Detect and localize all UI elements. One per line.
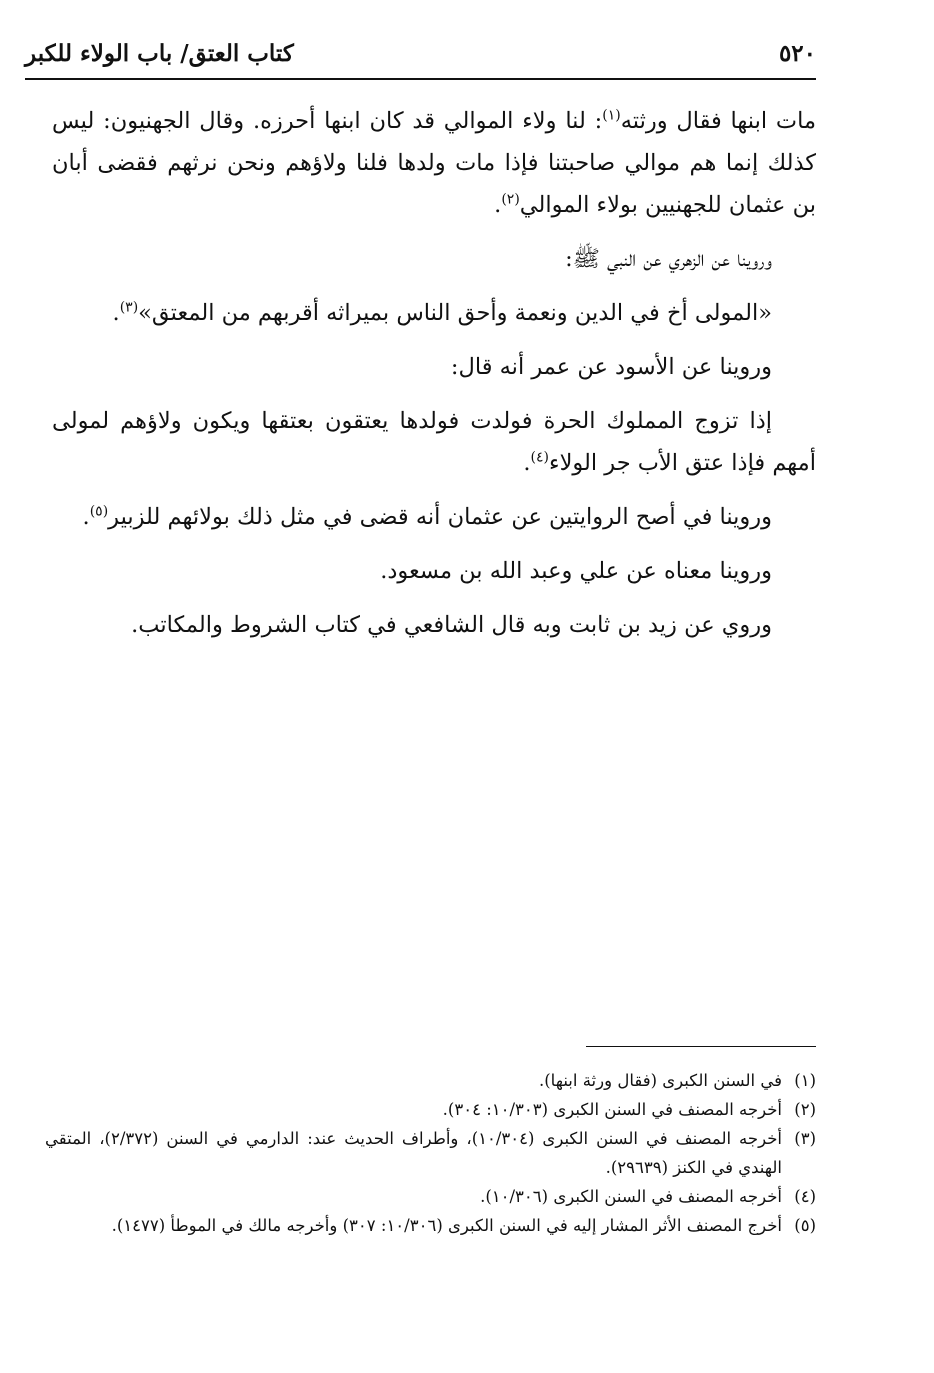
footnote-number: (٥): [794, 1216, 816, 1235]
paragraph-4: وروينا عن الأسود عن عمر أنه قال:: [450, 354, 772, 380]
footnote-ref-5: (٥): [89, 503, 109, 520]
footnote-text: أخرجه المصنف في السنن الكبرى (١٠/٣٠٣: ٣٠٤).: [442, 1100, 782, 1119]
paragraph-3: [52, 292, 816, 334]
footnote-ref-2: (٢): [501, 191, 520, 208]
paragraph-5-end: .: [523, 450, 531, 476]
footnote-1: [45, 1066, 816, 1095]
paragraph-8: وروي عن زيد بن ثابت وبه قال الشافعي في كتاب الشروط والمكاتب.: [131, 612, 772, 638]
footnotes: [45, 1066, 816, 1240]
paragraph-2: وروينا عن الزهري عن النبي ﷺ:: [565, 246, 772, 272]
paragraph-6-end: .: [82, 504, 90, 530]
paragraph-1: [52, 100, 816, 226]
footnote-text: أخرجه المصنف في السنن الكبرى (١٠/٣٠٤)، وأطراف الحديث عند: الدارمي في السنن (٢/٣٧٢)، المتقي الهندي في الكنز (٢٩٦٣٩).: [45, 1129, 782, 1177]
footnote-ref-3: (٣): [119, 299, 139, 316]
paragraph-1-text-b: : لنا ولاء الموالي قد كان ابنها أحرزه. وقال الجهنيون: ليس كذلك إنما هم موالي صاحبتنا فإذا مات ولدها فلنا ولاؤهم ونحن نرثهم فقضى أبان بن عثمان للجهنيين بولاء الموالي: [52, 108, 816, 218]
footnote-3: [45, 1124, 816, 1182]
footnote-number: (٤): [794, 1187, 816, 1206]
footnote-2: [45, 1095, 816, 1124]
footnote-text: أخرج المصنف الأثر المشار إليه في السنن الكبرى (١٠/٣٠٦: ٣٠٧) وأخرجه مالك في الموطأ (١٤٧٧).: [111, 1216, 782, 1235]
paragraph-5: [52, 400, 816, 484]
footnote-5: [45, 1211, 816, 1240]
paragraph-3-end: .: [112, 300, 120, 326]
footnote-number: (٣): [794, 1129, 816, 1148]
paragraph-7: وروينا معناه عن علي وعبد الله بن مسعود.: [380, 558, 772, 584]
footnote-number: (٢): [794, 1100, 816, 1119]
page-number: ٥٢٠: [778, 40, 816, 67]
main-text: [52, 100, 816, 646]
paragraph-1-text: مات ابنها فقال ورثته: [620, 108, 816, 134]
footnote-ref-4: (٤): [530, 449, 549, 466]
paragraph-5-text: إذا تزوج المملوك الحرة فولدت فولدها يعتقون بعتقها ويكون ولاؤهم لمولى أمهم فإذا عتق الأب جر الولاء: [52, 408, 816, 476]
footnote-text: في السنن الكبرى (فقال ورثة ابنها).: [539, 1071, 782, 1090]
footnote-ref-1: (١): [602, 107, 621, 124]
page-header: [25, 38, 816, 80]
running-title: كتاب العتق/ باب الولاء للكبر: [25, 40, 294, 67]
paragraph-1-end: .: [494, 192, 502, 218]
paragraph-3-text: «المولى أخ في الدين ونعمة وأحق الناس بميراثه أقربهم من المعتق»: [138, 300, 772, 326]
footnote-number: (١): [794, 1071, 816, 1090]
paragraph-6-text: وروينا في أصح الروايتين عن عثمان أنه قضى في مثل ذلك بولائهم للزبير: [108, 504, 772, 530]
paragraph-6: [52, 496, 816, 538]
footnote-divider: [586, 1046, 816, 1047]
footnote-4: [45, 1182, 816, 1211]
footnote-text: أخرجه المصنف في السنن الكبرى (١٠/٣٠٦).: [480, 1187, 782, 1206]
